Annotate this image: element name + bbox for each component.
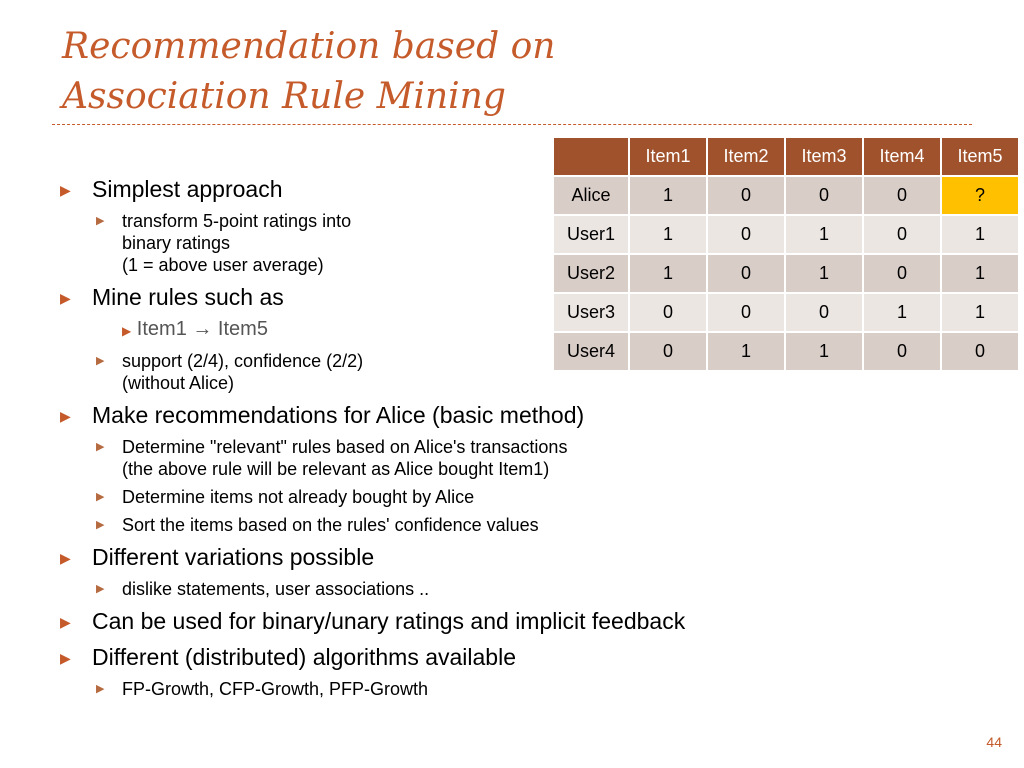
table-row [553,254,1019,293]
bullet-text: Different (distributed) algorithms available [92,644,516,670]
slide-title [62,22,962,122]
table-cell: 0 [863,176,941,215]
table-cell: 1 [629,254,707,293]
table-row-label: User3 [553,293,629,332]
title-divider [52,124,972,125]
bullet-arrow-icon: ▶ [60,182,71,198]
table-header-cell: Item5 [941,137,1019,176]
sub-bullet-text: Sort the items based on the rules' confidence values [122,515,539,535]
table-cell: 1 [785,215,863,254]
table-cell: 1 [941,293,1019,332]
sub-bullet-text: dislike statements, user associations .. [122,579,430,599]
table-cell: 0 [707,215,785,254]
sub-bullet-text: FP-Growth, CFP-Growth, PFP-Growth [122,679,429,699]
table-cell: 0 [863,215,941,254]
table-row [553,293,1019,332]
bullet-item [60,400,780,430]
sub-bullet-item [60,436,780,480]
table-cell: 1 [629,176,707,215]
slide-title-line1: Recommendation based on [62,26,556,67]
bullet-item [60,642,780,672]
table-cell: 1 [785,332,863,371]
bullet-item [60,606,780,636]
table-cell: 0 [863,254,941,293]
bullet-text: Different variations possible [92,544,375,570]
sub-bullet-text: support (2/4), confidence (2/2) (without Alice) [122,351,364,393]
page-number: 44 [986,734,1002,750]
bullet-text: Can be used for binary/unary ratings and implicit feedback [92,608,686,634]
sub-bullet-arrow-icon: ▶ [96,683,105,695]
bullet-text: Make recommendations for Alice (basic method) [92,402,585,428]
table-cell: 1 [941,254,1019,293]
sub-bullet-arrow-icon: ▶ [96,491,105,503]
table-header-cell [553,137,629,176]
bullet-text: Mine rules such as [92,284,284,310]
table-row-label: User4 [553,332,629,371]
table-row-label: User2 [553,254,629,293]
table-header-cell: Item3 [785,137,863,176]
table-header-cell: Item1 [629,137,707,176]
bullet-arrow-icon: ▶ [60,408,71,424]
table-header-cell: Item4 [863,137,941,176]
ratings-table [552,136,1020,372]
table-cell: 0 [941,332,1019,371]
slide-title-line2: Association Rule Mining [62,76,506,117]
table-cell: 0 [629,293,707,332]
table-cell: 1 [629,215,707,254]
sub-bullet-text: transform 5-point ratings into binary ratings (1 = above user average) [122,211,352,275]
bullet-arrow-icon: ▶ [60,650,71,666]
table-cell: 1 [785,254,863,293]
bullet-arrow-icon: ▶ [60,550,71,566]
table-row [553,176,1019,215]
bullet-item [60,542,780,572]
sub-bullet-arrow-icon: ▶ [96,215,105,227]
bullet-arrow-icon: ▶ [122,324,132,338]
table-header-cell: Item2 [707,137,785,176]
sub-bullet-text: Determine items not already bought by Alice [122,487,475,507]
sub-bullet-text: Determine "relevant" rules based on Alice's transactions (the above rule will be relevant as Alice bought Item1) [122,437,568,479]
table-row-label: Alice [553,176,629,215]
table-cell: 0 [707,254,785,293]
bullet-arrow-icon: ▶ [60,290,71,306]
bullet-arrow-icon: ▶ [60,614,71,630]
table-cell: 1 [863,293,941,332]
bullet-text: Simplest approach [92,176,283,202]
table-header-row [553,137,1019,176]
table-cell: 0 [785,293,863,332]
sub-bullet-arrow-icon: ▶ [96,355,105,367]
sub-bullet-arrow-icon: ▶ [96,441,105,453]
table-cell: 0 [707,176,785,215]
table-cell: 1 [941,215,1019,254]
table-cell: 0 [785,176,863,215]
table-cell: 0 [707,293,785,332]
unknown-rating-cell: ? [941,176,1019,215]
table-row [553,332,1019,371]
table-cell: 1 [707,332,785,371]
sub-bullet-item [60,578,780,600]
sub-bullet-item [60,514,780,536]
sub-bullet-arrow-icon: ▶ [96,583,105,595]
sub-bullet-item [60,486,780,508]
rule-text: Item1 → Item5 [136,318,268,340]
sub-bullet-item [60,678,780,700]
table-cell: 0 [863,332,941,371]
table-row-label: User1 [553,215,629,254]
table-row [553,215,1019,254]
sub-bullet-arrow-icon: ▶ [96,519,105,531]
table-cell: 0 [629,332,707,371]
